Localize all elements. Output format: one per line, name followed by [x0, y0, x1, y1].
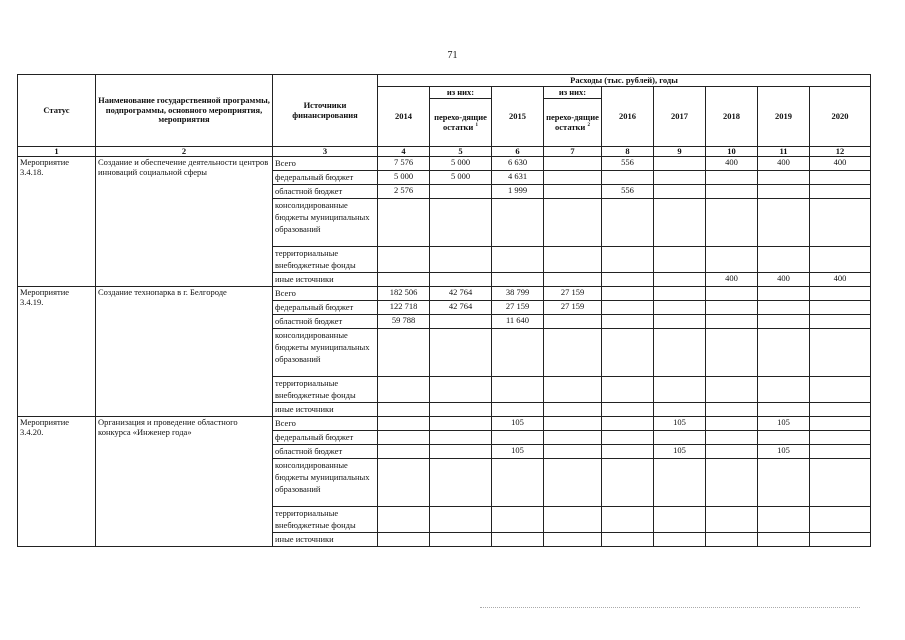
amount-cell: [758, 507, 810, 533]
amount-cell: [430, 185, 492, 199]
amount-cell: [492, 459, 544, 507]
amount-cell: 2 576: [378, 185, 430, 199]
measure-name: Организация и проведение областного конкурса «Инженер года»: [96, 417, 273, 547]
amount-cell: [706, 185, 758, 199]
amount-cell: [544, 403, 602, 417]
amount-cell: [810, 445, 871, 459]
amount-cell: [810, 315, 871, 329]
amount-cell: [492, 199, 544, 247]
amount-cell: [430, 431, 492, 445]
amount-cell: 122 718: [378, 301, 430, 315]
amount-cell: [602, 417, 654, 431]
header-year-2016: 2016: [602, 87, 654, 147]
amount-cell: [758, 301, 810, 315]
amount-cell: [430, 377, 492, 403]
amount-cell: [544, 445, 602, 459]
column-number: 3: [273, 147, 378, 157]
amount-cell: 5 000: [430, 157, 492, 171]
amount-cell: [430, 247, 492, 273]
amount-cell: 6 630: [492, 157, 544, 171]
amount-cell: [758, 315, 810, 329]
amount-cell: [810, 329, 871, 377]
amount-cell: [378, 533, 430, 547]
funding-source: иные источники: [273, 273, 378, 287]
amount-cell: [430, 533, 492, 547]
amount-cell: [654, 199, 706, 247]
funding-source: Всего: [273, 157, 378, 171]
amount-cell: [378, 459, 430, 507]
amount-cell: [758, 287, 810, 301]
amount-cell: [758, 431, 810, 445]
amount-cell: [654, 301, 706, 315]
amount-cell: [378, 403, 430, 417]
amount-cell: 7 576: [378, 157, 430, 171]
amount-cell: [492, 431, 544, 445]
amount-cell: [706, 459, 758, 507]
amount-cell: [602, 507, 654, 533]
page-number: 71: [447, 50, 458, 61]
amount-cell: [654, 329, 706, 377]
amount-cell: [602, 403, 654, 417]
budget-table: [17, 74, 871, 547]
amount-cell: [544, 431, 602, 445]
amount-cell: [544, 185, 602, 199]
amount-cell: [544, 533, 602, 547]
amount-cell: [430, 507, 492, 533]
amount-cell: [654, 459, 706, 507]
column-numbers-row: [18, 147, 871, 157]
amount-cell: [706, 507, 758, 533]
amount-cell: [602, 315, 654, 329]
amount-cell: [602, 459, 654, 507]
amount-cell: [430, 329, 492, 377]
funding-source: иные источники: [273, 533, 378, 547]
header-year-2020: 2020: [810, 87, 871, 147]
amount-cell: 400: [758, 157, 810, 171]
column-number: 6: [492, 147, 544, 157]
measure-name: Создание и обеспечение деятельности центров инноваций социальной сферы: [96, 157, 273, 287]
header-name: Наименование государственной программы, подпрограммы, основного мероприятия, мероприятия: [96, 75, 273, 147]
amount-cell: [378, 273, 430, 287]
funding-source: федеральный бюджет: [273, 171, 378, 185]
amount-cell: [810, 171, 871, 185]
amount-cell: 105: [492, 445, 544, 459]
column-number: 11: [758, 147, 810, 157]
amount-cell: [654, 315, 706, 329]
amount-cell: [810, 459, 871, 507]
measure-status: Мероприятие 3.4.19.: [18, 287, 96, 417]
amount-cell: [706, 329, 758, 377]
amount-cell: [810, 199, 871, 247]
amount-cell: [492, 507, 544, 533]
amount-cell: [758, 199, 810, 247]
amount-cell: [706, 445, 758, 459]
amount-cell: [378, 329, 430, 377]
amount-cell: [378, 377, 430, 403]
amount-cell: [602, 301, 654, 315]
header-year-2018: 2018: [706, 87, 758, 147]
header-carryover-2: перехо-дящие остатки $^2$: [544, 99, 602, 147]
header-year-2019: 2019: [758, 87, 810, 147]
amount-cell: [706, 417, 758, 431]
amount-cell: [654, 533, 706, 547]
amount-cell: 105: [758, 417, 810, 431]
column-number: 4: [378, 147, 430, 157]
amount-cell: [758, 329, 810, 377]
amount-cell: 400: [810, 273, 871, 287]
amount-cell: [602, 287, 654, 301]
footnote-mark-1: 1: [475, 122, 478, 128]
amount-cell: [810, 377, 871, 403]
amount-cell: 400: [706, 273, 758, 287]
column-number: 10: [706, 147, 758, 157]
amount-cell: [602, 377, 654, 403]
funding-source: территориальные внебюджетные фонды: [273, 377, 378, 403]
amount-cell: 27 159: [492, 301, 544, 315]
amount-cell: [544, 417, 602, 431]
funding-source: федеральный бюджет: [273, 301, 378, 315]
column-number: 12: [810, 147, 871, 157]
amount-cell: [378, 431, 430, 445]
column-number: 8: [602, 147, 654, 157]
amount-cell: [758, 185, 810, 199]
amount-cell: [430, 459, 492, 507]
amount-cell: [810, 287, 871, 301]
amount-cell: [706, 287, 758, 301]
column-number: 9: [654, 147, 706, 157]
amount-cell: 59 788: [378, 315, 430, 329]
amount-cell: [544, 377, 602, 403]
header-carryover-1: перехо-дящие остатки $^1$: [430, 99, 492, 147]
amount-cell: [602, 247, 654, 273]
amount-cell: 105: [492, 417, 544, 431]
funding-source: областной бюджет: [273, 185, 378, 199]
funding-source: Всего: [273, 287, 378, 301]
scan-artifact-line: [480, 607, 860, 608]
header-year-2017: 2017: [654, 87, 706, 147]
amount-cell: [602, 171, 654, 185]
amount-cell: [492, 533, 544, 547]
amount-cell: [758, 171, 810, 185]
amount-cell: [810, 185, 871, 199]
amount-cell: [378, 199, 430, 247]
amount-cell: [654, 287, 706, 301]
funding-source: областной бюджет: [273, 315, 378, 329]
amount-cell: [758, 459, 810, 507]
column-number: 5: [430, 147, 492, 157]
funding-source: территориальные внебюджетные фонды: [273, 507, 378, 533]
amount-cell: [430, 403, 492, 417]
funding-source: областной бюджет: [273, 445, 378, 459]
amount-cell: 1 999: [492, 185, 544, 199]
amount-cell: 42 764: [430, 287, 492, 301]
table-row: [18, 417, 871, 431]
amount-cell: [544, 171, 602, 185]
amount-cell: [706, 171, 758, 185]
amount-cell: [492, 329, 544, 377]
footnote-mark-2: 2: [587, 122, 590, 128]
amount-cell: [492, 247, 544, 273]
amount-cell: 5 000: [378, 171, 430, 185]
table-row: [18, 157, 871, 171]
funding-source: территориальные внебюджетные фонды: [273, 247, 378, 273]
amount-cell: [602, 445, 654, 459]
amount-cell: [544, 273, 602, 287]
amount-cell: [810, 417, 871, 431]
funding-source: иные источники: [273, 403, 378, 417]
amount-cell: [430, 417, 492, 431]
amount-cell: [492, 377, 544, 403]
amount-cell: [758, 247, 810, 273]
amount-cell: [378, 417, 430, 431]
header-expenses: Расходы (тыс. рублей), годы: [378, 75, 871, 87]
amount-cell: [492, 273, 544, 287]
amount-cell: [378, 507, 430, 533]
amount-cell: [602, 431, 654, 445]
amount-cell: 105: [758, 445, 810, 459]
amount-cell: [810, 301, 871, 315]
funding-source: консолидированные бюджеты муниципальных образований: [273, 459, 378, 507]
header-year-2014: 2014: [378, 87, 430, 147]
amount-cell: 400: [810, 157, 871, 171]
amount-cell: 27 159: [544, 287, 602, 301]
measure-status: Мероприятие 3.4.18.: [18, 157, 96, 287]
amount-cell: 400: [758, 273, 810, 287]
header-of-them-1: из них:: [430, 87, 492, 99]
amount-cell: [758, 377, 810, 403]
amount-cell: [758, 533, 810, 547]
header-status: Статус: [18, 75, 96, 147]
amount-cell: [706, 315, 758, 329]
amount-cell: [430, 315, 492, 329]
amount-cell: [706, 301, 758, 315]
amount-cell: [544, 157, 602, 171]
amount-cell: [544, 247, 602, 273]
column-number: 2: [96, 147, 273, 157]
amount-cell: [654, 273, 706, 287]
amount-cell: [758, 403, 810, 417]
amount-cell: [544, 315, 602, 329]
amount-cell: [654, 377, 706, 403]
amount-cell: [654, 247, 706, 273]
amount-cell: [706, 431, 758, 445]
header-of-them-2: из них:: [544, 87, 602, 99]
amount-cell: [654, 185, 706, 199]
amount-cell: [654, 157, 706, 171]
amount-cell: [654, 403, 706, 417]
column-number: 7: [544, 147, 602, 157]
amount-cell: 556: [602, 185, 654, 199]
amount-cell: [378, 445, 430, 459]
amount-cell: 105: [654, 417, 706, 431]
funding-source: федеральный бюджет: [273, 431, 378, 445]
funding-source: консолидированные бюджеты муниципальных образований: [273, 199, 378, 247]
amount-cell: [430, 445, 492, 459]
amount-cell: [430, 199, 492, 247]
amount-cell: 11 640: [492, 315, 544, 329]
amount-cell: [430, 273, 492, 287]
amount-cell: [706, 533, 758, 547]
amount-cell: 38 799: [492, 287, 544, 301]
amount-cell: [810, 431, 871, 445]
amount-cell: [706, 403, 758, 417]
amount-cell: [654, 507, 706, 533]
amount-cell: [654, 171, 706, 185]
amount-cell: [706, 199, 758, 247]
amount-cell: [544, 459, 602, 507]
amount-cell: [544, 199, 602, 247]
amount-cell: [492, 403, 544, 417]
header-sources: Источники финансирования: [273, 75, 378, 147]
amount-cell: [706, 377, 758, 403]
amount-cell: [706, 247, 758, 273]
measure-name: Создание технопарка в г. Белгороде: [96, 287, 273, 417]
amount-cell: [810, 533, 871, 547]
amount-cell: [544, 507, 602, 533]
amount-cell: 27 159: [544, 301, 602, 315]
amount-cell: [602, 273, 654, 287]
amount-cell: [810, 403, 871, 417]
amount-cell: 105: [654, 445, 706, 459]
table-row: [18, 287, 871, 301]
header-year-2015: 2015: [492, 87, 544, 147]
funding-source: консолидированные бюджеты муниципальных образований: [273, 329, 378, 377]
amount-cell: 182 506: [378, 287, 430, 301]
amount-cell: [378, 247, 430, 273]
amount-cell: [654, 431, 706, 445]
amount-cell: [810, 247, 871, 273]
amount-cell: [810, 507, 871, 533]
amount-cell: 42 764: [430, 301, 492, 315]
amount-cell: [544, 329, 602, 377]
amount-cell: [602, 199, 654, 247]
column-number: 1: [18, 147, 96, 157]
amount-cell: 5 000: [430, 171, 492, 185]
amount-cell: [602, 329, 654, 377]
table-body: [18, 147, 871, 547]
funding-source: Всего: [273, 417, 378, 431]
amount-cell: 400: [706, 157, 758, 171]
amount-cell: 4 631: [492, 171, 544, 185]
amount-cell: 556: [602, 157, 654, 171]
measure-status: Мероприятие 3.4.20.: [18, 417, 96, 547]
amount-cell: [602, 533, 654, 547]
